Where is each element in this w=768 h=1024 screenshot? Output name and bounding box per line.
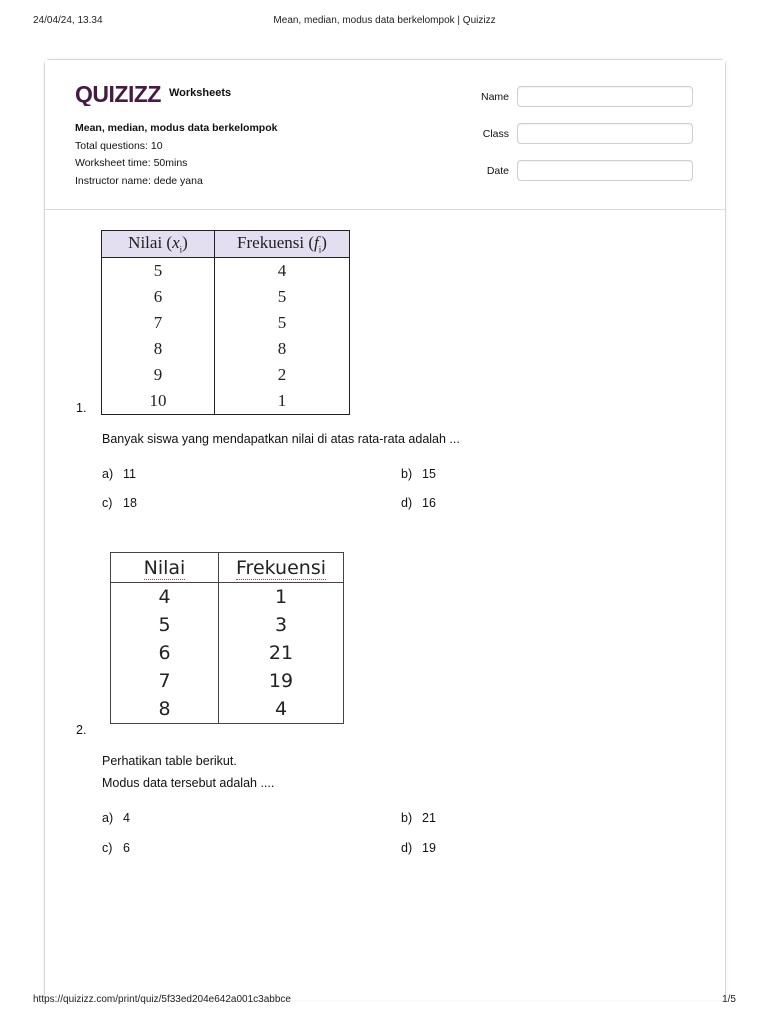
worksheet-header — [45, 60, 725, 210]
worksheet-card — [44, 59, 726, 1000]
print-url: https://quizizz.com/print/quiz/5f33ed204e642a001c3abbce — [33, 994, 291, 1005]
table-row: 8 8 — [102, 336, 350, 362]
table-row: 6 21 — [111, 639, 344, 667]
page-number: 1/5 — [722, 994, 736, 1005]
table-row: 7 5 — [102, 310, 350, 336]
question-text: Banyak siswa yang mendapatkan nilai di atas rata-rata adalah ... — [102, 432, 460, 446]
table-row: 5 4 — [102, 258, 350, 285]
print-header — [33, 15, 736, 29]
table-row: 8 4 — [111, 695, 344, 724]
question-text: Perhatikan table berikut. Modus data tersebut adalah .... — [102, 754, 275, 790]
table-row: 10 1 — [102, 388, 350, 415]
logo-text: QUIZIZZ — [75, 82, 161, 106]
table-header: Nilai — [111, 553, 219, 583]
table-row: 9 2 — [102, 362, 350, 388]
table-row: 4 1 — [111, 583, 344, 612]
table-row: 6 5 — [102, 284, 350, 310]
option-b: b) 21 — [401, 811, 436, 825]
date-label: Date — [486, 165, 509, 177]
table-row: 5 3 — [111, 611, 344, 639]
class-field[interactable] — [517, 123, 693, 144]
option-d: d) 16 — [401, 496, 436, 510]
class-label: Class — [482, 128, 509, 140]
instructor-name: Instructor name: dede yana — [75, 174, 203, 187]
quizizz-logo — [75, 82, 163, 106]
table-header: Nilai $(x_i)$ — [102, 231, 215, 258]
worksheet-time: Worksheet time: 50mins — [75, 157, 188, 169]
option-c: c) 18 — [102, 496, 137, 510]
question-number: 1. — [76, 401, 87, 415]
date-field[interactable] — [517, 160, 693, 181]
name-field[interactable] — [517, 86, 693, 107]
worksheet-title: Mean, median, modus data berkelompok — [75, 122, 278, 134]
question-1-table — [101, 230, 350, 415]
option-a: a) 11 — [102, 467, 136, 481]
table-header: Frekuensi — [219, 553, 344, 583]
name-label: Name — [480, 91, 509, 103]
total-questions: Total questions: 10 — [75, 139, 163, 152]
table-row: 7 19 — [111, 667, 344, 695]
logo-subtitle: Worksheets — [169, 87, 232, 99]
option-b: b) 15 — [401, 467, 436, 481]
print-datetime: 24/04/24, 13.34 — [33, 15, 103, 26]
question-2-table — [110, 552, 344, 724]
option-d: d) 19 — [401, 841, 436, 855]
print-footer — [33, 994, 736, 1008]
option-c: c) 6 — [102, 841, 130, 855]
table-header: Frekuensi $(f_i)$ — [215, 231, 350, 258]
option-a: a) 4 — [102, 811, 130, 825]
question-number: 2. — [76, 723, 87, 737]
print-page-title: Mean, median, modus data berkelompok | Quizizz — [273, 15, 496, 26]
worksheet-meta — [75, 120, 277, 190]
